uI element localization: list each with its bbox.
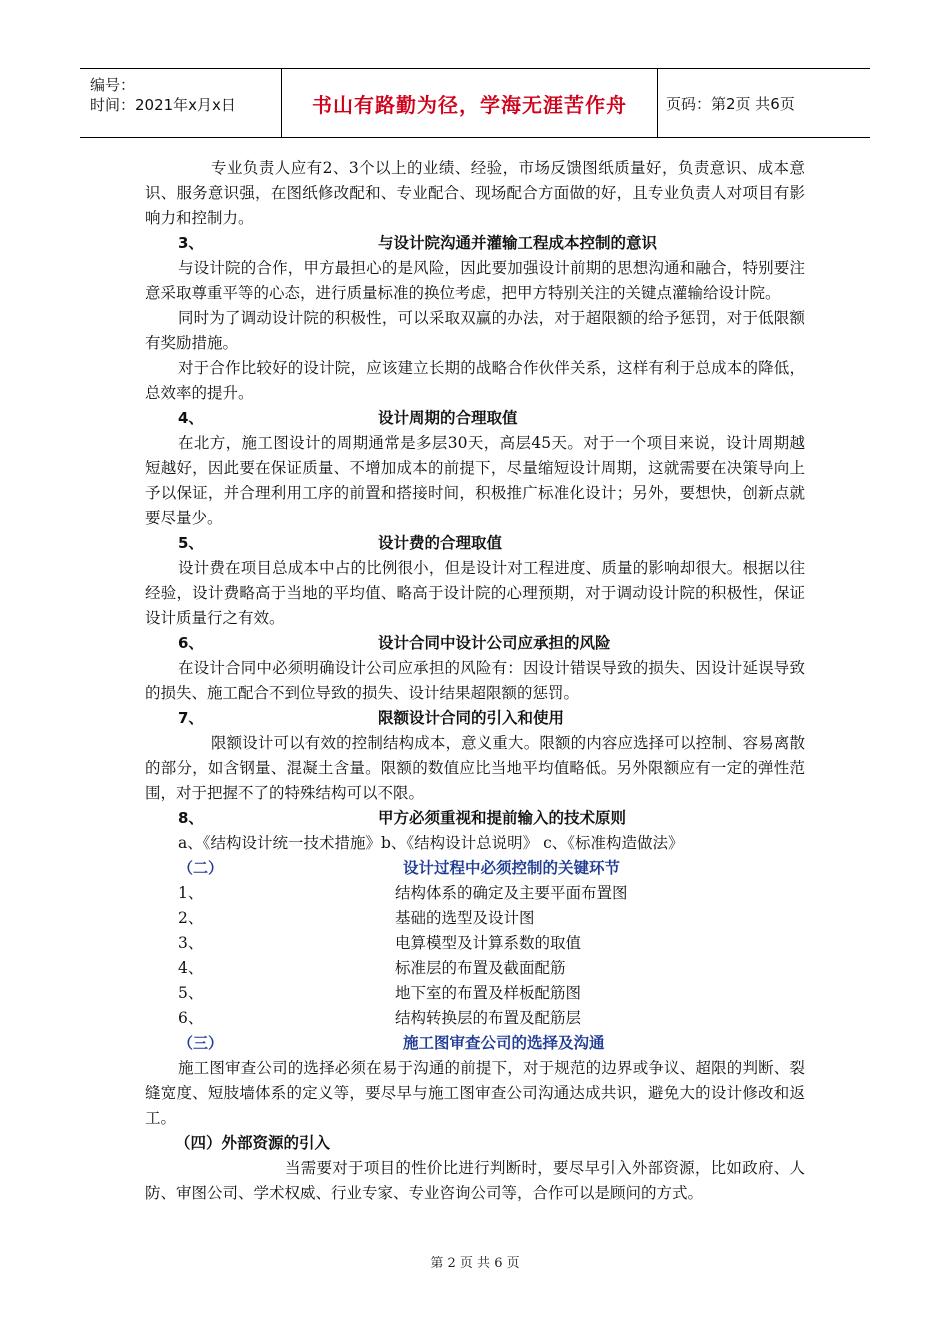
header-meta-cell [80,69,282,137]
section-title: 限额设计合同的引入和使用 [378,709,565,727]
chapter-title: 设计过程中必须控制的关键环节 [403,859,621,877]
section-heading-4 [145,406,805,431]
item-number: 6、 [178,1009,204,1027]
section-heading-3 [145,231,805,256]
chapter-heading-4: （四）外部资源的引入 [175,1134,331,1152]
item-number: 5、 [178,984,204,1002]
paragraph: 施工图审查公司的选择必须在易于沟通的前提下，对于规范的边界或争议、超限的判断、裂缝宽度、短肢墙体系的定义等，要尽早与施工图审查公司沟通达成共识，避免大的设计修改和返工。 [145,1059,805,1127]
item-text: 标准层的布置及截面配筋 [395,959,566,977]
header-motto: 书山有路勤为径，学海无涯苦作舟 [282,69,658,137]
section-number: 5、 [178,534,204,552]
header-table [80,68,870,138]
section-heading-7 [145,706,805,731]
section-title: 与设计院沟通并灌输工程成本控制的意识 [378,234,658,252]
paragraph: 在设计合同中必须明确设计公司应承担的风险有：因设计错误导致的损失、因设计延误导致的损失、施工配合不到位导致的损失、设计结果超限额的惩罚。 [145,659,805,702]
section-number: 4、 [178,409,204,427]
document-date-label: 时间：2021年x月x日 [90,96,236,114]
paragraph: 当需要对于项目的性价比进行判断时，要尽早引入外部资源，比如政府、人防、审图公司、学术权威、行业专家、专业咨询公司等，合作可以是顾问的方式。 [145,1159,805,1202]
chapter-title: 施工图审查公司的选择及沟通 [403,1034,605,1052]
paragraph: 同时为了调动设计院的积极性，可以采取双赢的办法，对于超限额的给予惩罚，对于低限额有奖励措施。 [145,309,805,352]
list-item [145,906,805,931]
item-text: 电算模型及计算系数的取值 [395,934,582,952]
chapter-heading-3 [145,1031,805,1056]
section-number: 7、 [178,709,204,727]
list-item [145,981,805,1006]
item-text: 结构体系的确定及主要平面布置图 [395,884,628,902]
section-heading-6 [145,631,805,656]
document-body [145,156,805,1206]
item-text: 结构转换层的布置及配筋层 [395,1009,582,1027]
item-number: 1、 [178,884,204,902]
chapter-number: （二） [178,859,224,877]
list-item [145,1006,805,1031]
list-item [145,956,805,981]
paragraph: 限额设计可以有效的控制结构成本，意义重大。限额的内容应选择可以控制、容易离散的部分，如含钢量、混凝土含量。限额的数值应比当地平均值略低。另外限额应有一定的弹性范围，对于把握不了的特殊结构可以不限。 [145,734,805,802]
item-text: 地下室的布置及样板配筋图 [395,984,582,1002]
section-heading-5 [145,531,805,556]
section-number: 6、 [178,634,204,652]
paragraph: 与设计院的合作，甲方最担心的是风险，因此要加强设计前期的思想沟通和融合，特别要注意采取尊重平等的心态，进行质量标准的换位考虑，把甲方特别关注的关键点灌输给设计院。 [145,259,805,302]
header-page-label: 页码：第2页 共6页 [666,94,795,113]
paragraph: 设计费在项目总成本中占的比例很小，但是设计对工程进度、质量的影响却很大。根据以往经验，设计费略高于当地的平均值、略高于设计院的心理预期，对于调动设计院的积极性，保证设计质量行之有效。 [145,559,805,627]
item-text: 基础的选型及设计图 [395,909,535,927]
section-title: 设计费的合理取值 [378,534,503,552]
paragraph: 对于合作比较好的设计院，应该建立长期的战略合作伙伴关系，这样有利于总成本的降低，总效率的提升。 [145,359,805,402]
list-item [145,931,805,956]
chapter-number: （三） [178,1034,224,1052]
section-title: 设计周期的合理取值 [378,409,518,427]
paragraph-intro: 专业负责人应有2、3个以上的业绩、经验，市场反馈图纸质量好，负责意识、成本意识、服务意识强，在图纸修改配和、专业配合、现场配合方面做的好，且专业负责人对项目有影响力和控制力。 [145,159,805,227]
section-number: 3、 [178,234,204,252]
item-number: 3、 [178,934,204,952]
list-item [145,881,805,906]
reference-list-line: a、《结构设计统一技术措施》b、《结构设计总说明》 c、《标准构造做法》 [178,834,684,852]
section-heading-8 [145,806,805,831]
item-number: 2、 [178,909,204,927]
section-number: 8、 [178,809,204,827]
page-footer: 第 2 页 共 6 页 [430,1256,520,1271]
document-number-label: 编号： [90,76,136,94]
section-title: 甲方必须重视和提前输入的技术原则 [378,809,627,827]
key-steps-list [145,881,805,1031]
item-number: 4、 [178,959,204,977]
chapter-heading-2 [145,856,805,881]
section-title: 设计合同中设计公司应承担的风险 [378,634,611,652]
paragraph: 在北方，施工图设计的周期通常是多层30天，高层45天。对于一个项目来说，设计周期越短越好，因此要在保证质量、不增加成本的前提下，尽量缩短设计周期，这就需要在决策导向上予以保证，并合理利用工序的前置和搭接时间，积极推广标准化设计；另外，要想快，创新点就要尽量少。 [145,434,805,527]
